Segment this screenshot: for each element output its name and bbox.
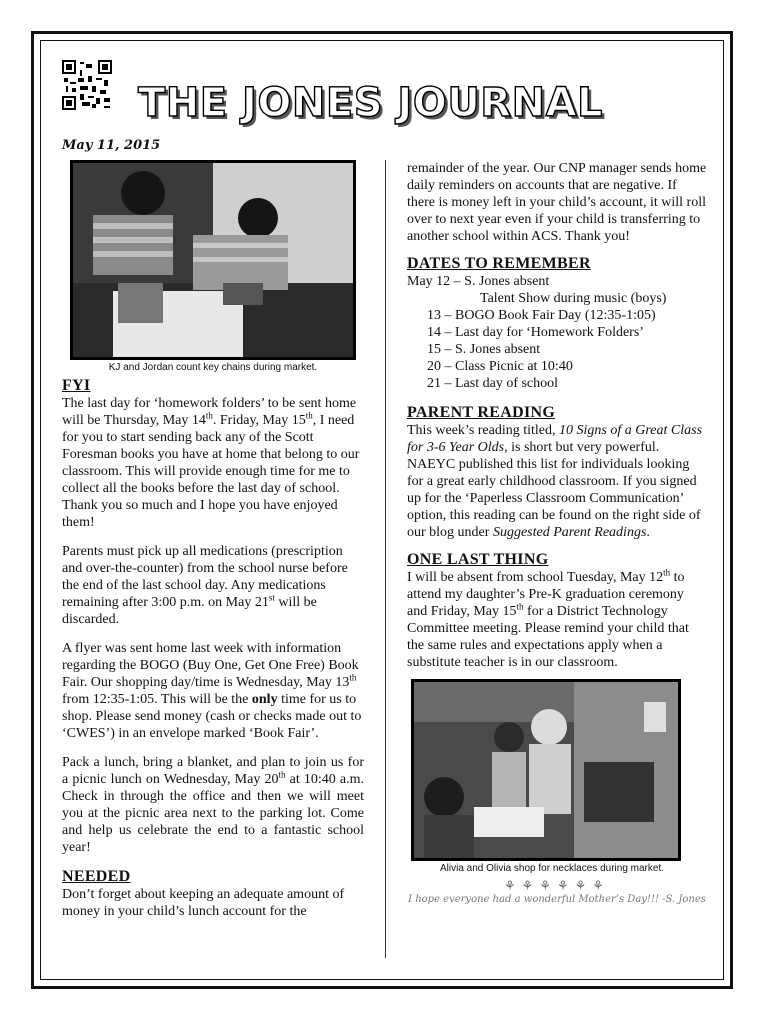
fyi-p1-text-a: The last day for ‘homework folders’ to be sent home will be Thursday, May 14 [62, 396, 357, 428]
fyi-p3-bold: only [251, 692, 278, 707]
needed-text-right: remainder of the year. Our CNP manager sends home daily reminders on accounts that are negative. If there is money left in your child’s account, it will roll over to next year even if your child is transferring to another school within ACS. Thank you! [407, 161, 707, 244]
needed-text-left: Don’t forget about keeping an adequate amount of money in your child’s lunch account for the [62, 887, 345, 919]
fyi-p3-sup-a: th [349, 672, 357, 683]
issue-date: May 11, 2015 [62, 138, 161, 153]
right-column [407, 160, 707, 905]
date-item: 15 – S. Jones absent [427, 342, 541, 357]
fyi-p2-text-b: will be discarded. [62, 595, 317, 627]
fyi-p2-text-a: Parents must pick up all medications (prescription and over-the-counter) from the school nurse before the end of the last school day. Any medications remaining after 3:00 p.m. on May 21 [62, 544, 348, 610]
heading-dates: DATES TO REMEMBER [407, 255, 591, 272]
date-item: 14 – Last day for ‘Homework Folders’ [427, 325, 644, 340]
fyi-p2-sup-a: st [268, 592, 275, 603]
qr-code-icon [62, 60, 112, 110]
fyi-p1-text-c: , I need for you to start sending back any of the Scott Foresman books you have at home that belong to our classroom. This will provide enough time for me to collect all the books before the last day of school. Thank you so much and I hope you have enjoyed them! [62, 413, 360, 530]
heading-fyi: FYI [62, 377, 91, 394]
last-thing-sup-a: th [663, 567, 671, 578]
date-item: 21 – Last day of school [427, 376, 559, 391]
photo-caption-bottom: Alivia and Olivia shop for necklaces during market. [440, 863, 664, 874]
fyi-paragraph-3 [62, 640, 364, 742]
fyi-p1-sup-b: th [305, 410, 313, 421]
suggested-readings-link[interactable]: Suggested Parent Readings [492, 525, 647, 540]
fyi-p3-text-a: A flyer was sent home last week with information regarding the BOGO (Buy One, Get One Free) Book Fair. Our shopping day/time is Wednesday, May 13 [62, 641, 359, 690]
date-item: Talent Show during music (boys) [480, 291, 667, 306]
closing-message: I hope everyone had a wonderful Mother’s Day!!! -S. Jones [408, 894, 706, 905]
last-thing-text-c: for a District Technology Committee meeting. Please remind your child that the same rules and expectations apply when a substitute teacher is in our classroom. [407, 604, 689, 670]
last-thing-text-a: I will be absent from school Tuesday, May 12 [407, 570, 664, 585]
fyi-p3-text-c: time for us to shop. Please send money (cash or checks made out to ‘CWES’) in an envelope marked ‘Book Fair’. [62, 692, 362, 741]
date-item: 20 – Class Picnic at 10:40 [427, 359, 573, 374]
fyi-p3-text-b: from 12:35-1:05. This will be the [62, 692, 252, 707]
fyi-paragraph-2 [62, 543, 364, 628]
date-item: May 12 – S. Jones absent [407, 274, 550, 289]
photo-girls-image [414, 682, 678, 858]
photo-boys-image [73, 163, 353, 357]
fyi-p1-text-b: . Friday, May 15 [212, 413, 306, 428]
fyi-paragraph-1 [62, 395, 364, 531]
last-thing-text-b: to attend my daughter’s Pre-K graduation ceremony and Friday, May 15 [407, 570, 685, 619]
heading-one-last-thing: ONE LAST THING [407, 551, 549, 568]
photo-caption-top: KJ and Jordan count key chains during market. [108, 362, 318, 373]
newsletter-title: THE JONES JOURNAL [138, 80, 604, 126]
flower-decoration-icon: ⚘⚘⚘⚘⚘⚘ [504, 878, 610, 893]
last-thing-text [407, 569, 707, 671]
left-column [62, 160, 364, 932]
parent-reading-text [407, 422, 707, 541]
photo-boys-counting [70, 160, 356, 360]
parent-reading-text-a: This week’s reading titled, [407, 423, 560, 438]
fyi-p1-sup-a: th [205, 410, 213, 421]
fyi-p4-sup-a: th [278, 769, 286, 780]
dates-list [407, 273, 707, 392]
fyi-p4-text-a: Pack a lunch, bring a blanket, and plan to join us for a picnic lunch on Wednesday, May 20 [62, 755, 364, 787]
photo-girls-shopping [411, 679, 681, 861]
date-item: 13 – BOGO Book Fair Day (12:35-1:05) [427, 308, 656, 323]
fyi-paragraph-4 [62, 754, 364, 856]
last-thing-sup-b: th [516, 601, 524, 612]
heading-needed: NEEDED [62, 868, 131, 885]
parent-reading-title: 10 Signs of a Great Class for 3-6 Year Olds [407, 423, 703, 455]
parent-reading-text-c: . [646, 525, 650, 540]
fyi-p4-text-b: at 10:40 a.m. Check in through the office and then we will meet you at the picnic area next to the parking lot. Come and help us celebrate the end to a fantastic school year! [62, 772, 364, 855]
heading-parent-reading: PARENT READING [407, 404, 556, 421]
parent-reading-text-b: , is short but very powerful. NAEYC published this list for individuals looking for a great early childhood classroom. If you signed up for the ‘Paperless Classroom Communication’ option, this reading can be found on the right side of our blog under [407, 440, 701, 540]
column-divider [385, 160, 386, 958]
